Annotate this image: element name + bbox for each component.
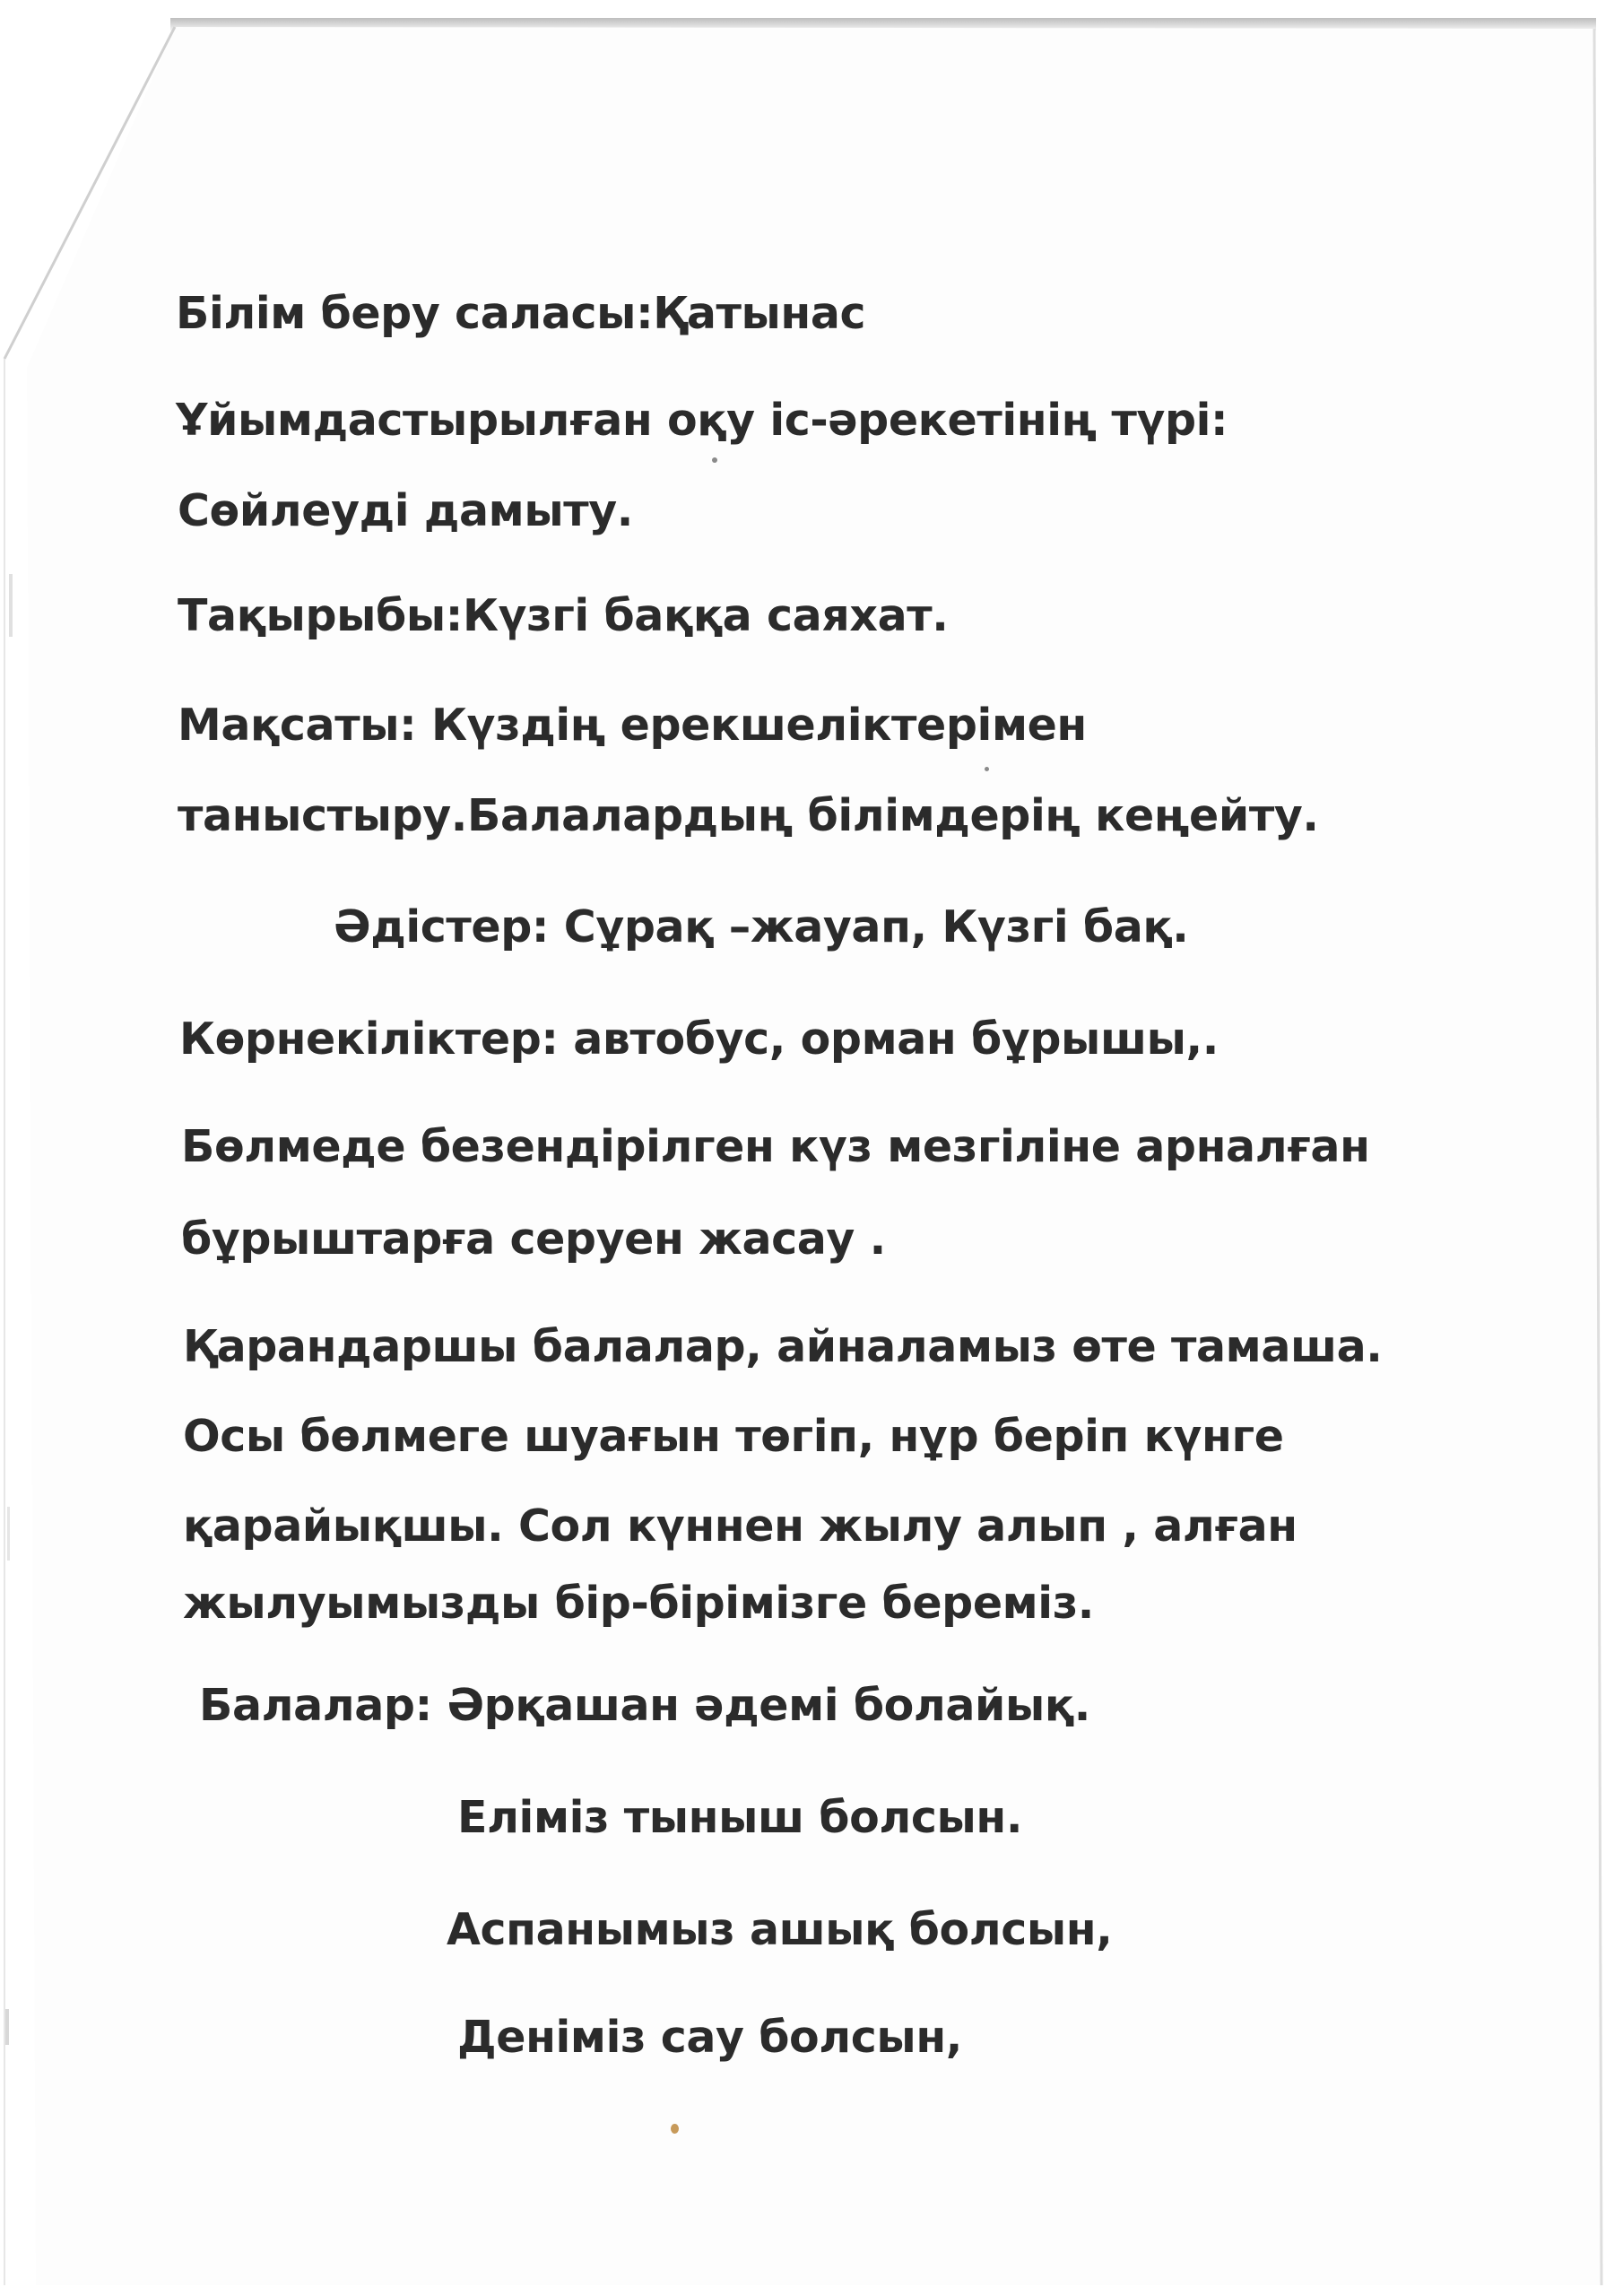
text-line-room-walk-continued: бұрыштарға серуен жасау . [181, 1213, 886, 1265]
text-line-methods: Әдістер: Сұрақ –жауап, Күзгі бақ. [334, 901, 1189, 952]
text-line-children-3: Аспанымыз ашық болсын, [447, 1904, 1113, 1955]
text-line-topic: Тақырыбы:Күзгі баққа саяхат. [178, 590, 949, 641]
text-line-goal-continued: таныстыру.Балалардың білімдерің кеңейту. [178, 790, 1319, 841]
text-line-children-2: Еліміз тыныш болсын. [457, 1792, 1023, 1843]
text-line-paragraph-2: Осы бөлмеге шуағын төгіп, нұр беріп күнге [183, 1411, 1284, 1462]
text-line-room-walk: Бөлмеде безендірілген күз мезгіліне арналған [181, 1121, 1370, 1172]
text-line-education-area: Білім беру саласы:Қатынас [176, 288, 866, 339]
text-line-children-1: Балалар: Әрқашан әдемі болайық. [199, 1680, 1090, 1731]
text-line-goal: Мақсаты: Күздің ерекшеліктерімен [178, 700, 1087, 751]
text-line-activity-type: Ұйымдастырылған оқу іс-әрекетінің түрі: [176, 395, 1228, 446]
text-line-paragraph-4: жылуымызды бір-бірімізге береміз. [183, 1578, 1094, 1629]
text-line-visual-aids: Көрнекіліктер: автобус, орман бұрышы,. [179, 1013, 1219, 1065]
text-line-paragraph-3: қарайықшы. Сол күннен жылу алып , алған [183, 1500, 1298, 1552]
text-line-children-4: Деніміз сау болсын, [457, 2012, 963, 2063]
text-line-paragraph-1: Қарандаршы балалар, айналамыз өте тамаша. [183, 1321, 1383, 1372]
text-line-speech-development: Сөйлеуді дамыту. [178, 485, 634, 536]
